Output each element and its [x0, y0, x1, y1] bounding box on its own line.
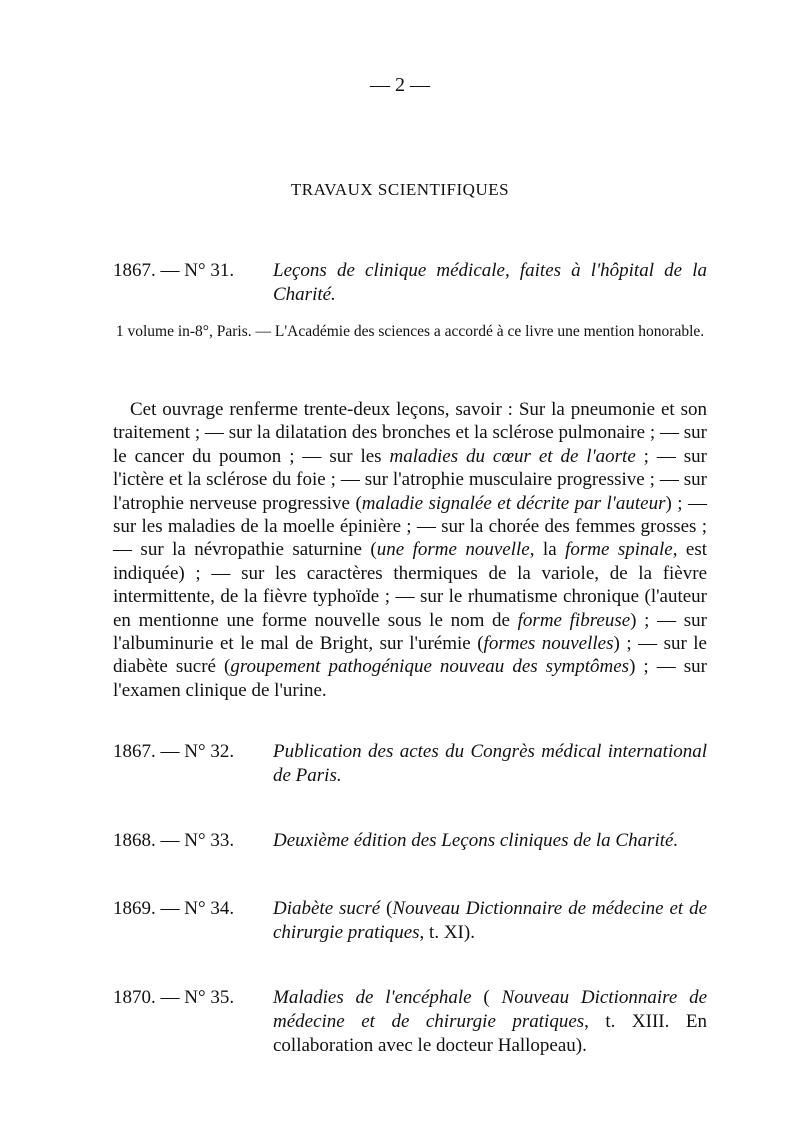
entry-title: Publication des actes du Congrès médical international de Paris. — [273, 741, 707, 786]
entry-number: 1870. — N° 35. — [113, 987, 235, 1008]
entry-number: 1867. — N° 31. — [113, 260, 235, 281]
entry-title: Diabète sucré (Nouveau Dictionnaire de médecine et de chirurgie pratiques, t. XI). — [273, 898, 707, 943]
entry-number: 1868. — N° 33. — [113, 830, 235, 851]
bibliography-entry-32 — [113, 740, 707, 788]
bibliography-entry-31 — [113, 259, 707, 307]
entry-title: Leçons de clinique médicale, faites à l'hôpital de la Charité. — [273, 260, 707, 305]
entry-title: Deuxième édition des Leçons cliniques de la Charité. — [273, 830, 679, 851]
entry-title: Maladies de l'encéphale ( Nouveau Dictionnaire de médecine et de chirurgie pratiques, t. XIII. En collaboration avec le docteur Hallopeau). — [273, 987, 708, 1056]
summary-paragraph: Cet ouvrage renferme trente-deux leçons, savoir : Sur la pneumonie et son traitement ; — sur la dilatation des bronches et la sclérose pulmonaire ; — sur le cancer du poumon ; — sur les maladies du cœur et de l'aorte ; — sur l'ictère et la sclérose du foie ; — sur l'atrophie musculaire progressive ; — sur l'atrophie nerveuse progressive (maladie signalée et décrite par l'auteur) ; — sur les maladies de la moelle épinière ; — sur la chorée des femmes grosses ; — sur la névropathie saturnine (une forme nouvelle, la forme spinale, est indiquée) ; — sur les caractères thermiques de la variole, de la fièvre intermittente, de la fièvre typhoïde ; — sur le rhumatisme chronique (l'auteur en mentionne une forme nouvelle sous le nom de forme fibreuse) ; — sur l'albuminurie et le mal de Bright, sur l'urémie (formes nouvelles) ; — sur le diabète sucré (groupement pathogénique nouveau des symptômes) ; — sur l'examen clinique de l'urine. — [113, 399, 708, 701]
bibliography-entry-35 — [113, 986, 707, 1058]
page-number: — 2 — — [370, 74, 430, 96]
bibliography-entry-34 — [113, 897, 707, 945]
page-title: TRAVAUX SCIENTIFIQUES — [290, 180, 510, 199]
bibliography-entry-33 — [113, 829, 707, 853]
entry-number: 1867. — N° 32. — [113, 741, 235, 762]
entry-note: 1 volume in-8°, Paris. — L'Académie des sciences a accordé à ce livre une mention honorable. — [115, 323, 705, 340]
entry-number: 1869. — N° 34. — [113, 898, 235, 919]
